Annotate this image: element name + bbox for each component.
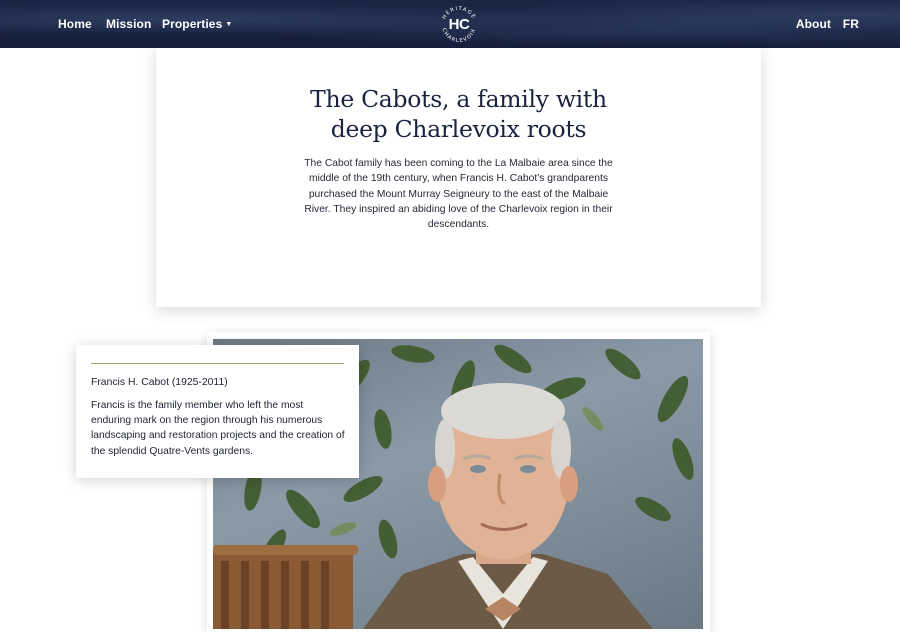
nav-about-link[interactable]: About [795,17,831,31]
logo-monogram: HC [448,16,470,33]
nav-properties-label: Properties [162,17,223,31]
top-navigation-bar [0,0,900,48]
caption-description: Francis is the family member who left the most enduring mark on the region through his numerous landscaping and restoration projects and the creation of the splendid Quatre-Vents gardens. [91,400,345,457]
nav-mission-link[interactable]: Mission [106,17,152,31]
caption-divider [91,363,344,364]
page-title-line-1: The Cabots, a family with [310,85,607,113]
page-title-line-2: deep Charlevoix roots [330,115,587,143]
nav-home-link[interactable]: Home [58,17,92,31]
caption-person-name: Francis H. Cabot (1925-2011) [91,377,228,388]
nav-properties-dropdown[interactable] [162,17,232,31]
page-title [156,84,761,144]
intro-paragraph: The Cabot family has been coming to the La Malbaie area since the middle of the 19th century, when Francis H. Cabot’s grandparents purchased the Mount Murray Seigneury to the east of the Malbaie River. They inspired an abiding love of the Charlevoix region in their descendants. [304,158,613,231]
svg-text:CHARLEVOIX: CHARLEVOIX [440,27,478,45]
intro-card [156,48,761,307]
heritage-charlevoix-logo[interactable] [437,3,481,47]
svg-text:HERITAGE: HERITAGE [441,5,477,21]
chevron-down-icon: ▼ [225,21,233,28]
language-toggle-fr[interactable]: FR [842,17,859,31]
portrait-caption-card [76,345,359,478]
